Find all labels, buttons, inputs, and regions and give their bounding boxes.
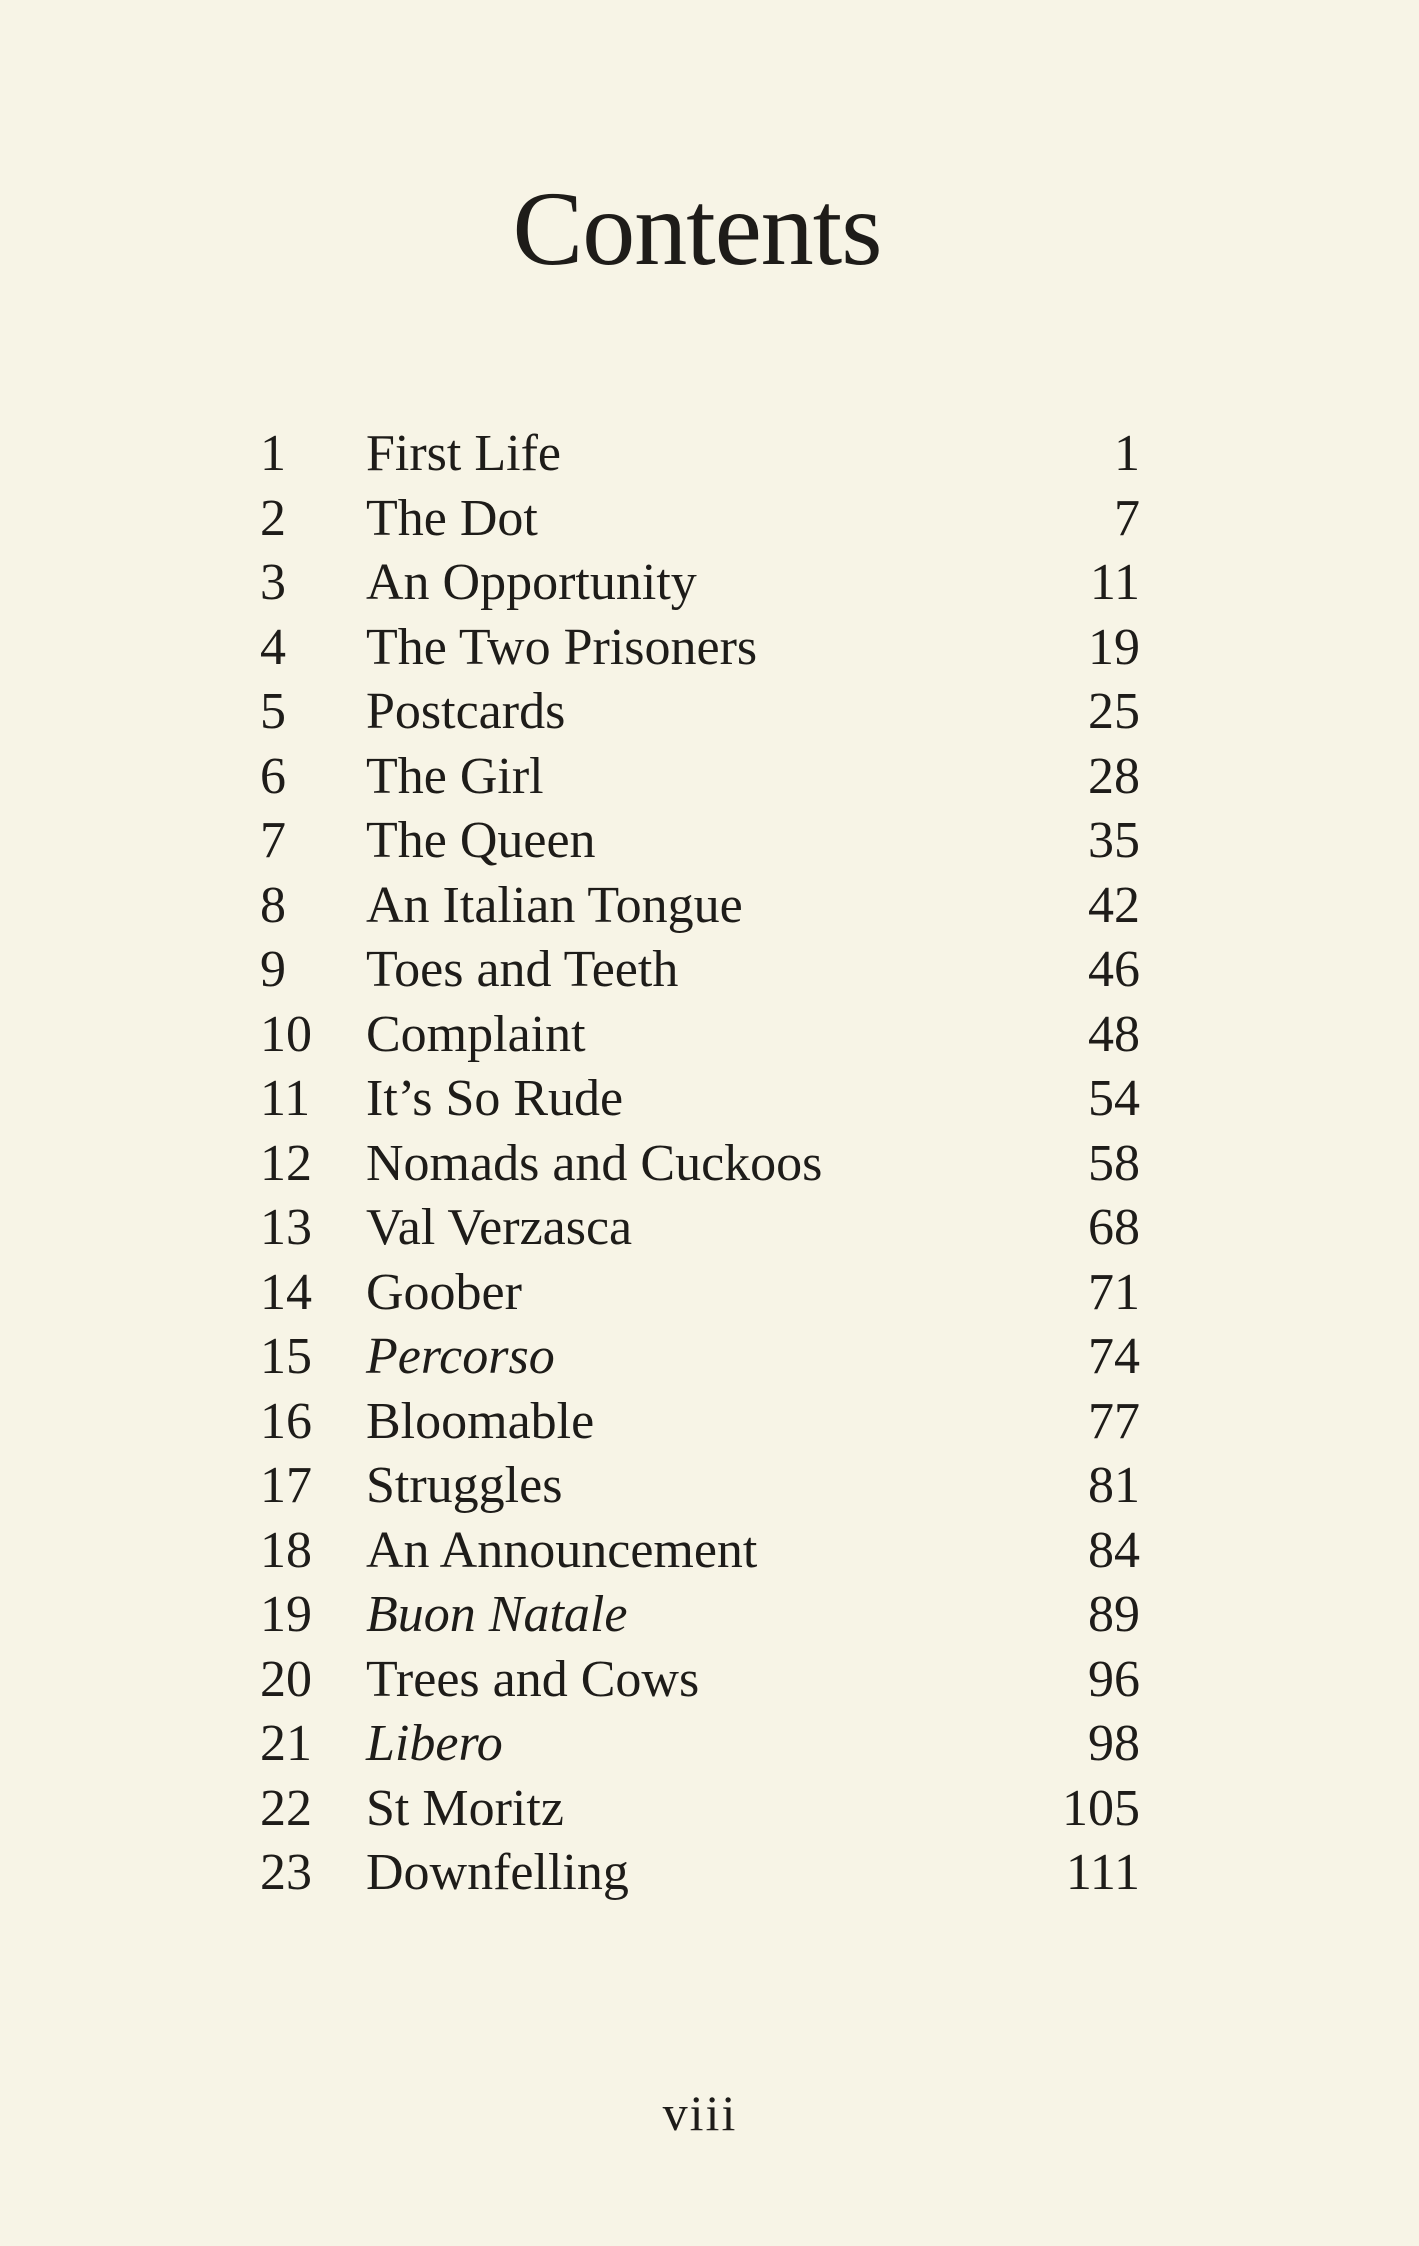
toc-entry bbox=[260, 1777, 1140, 1842]
toc-entry bbox=[260, 551, 1140, 616]
chapter-page-number: 89 bbox=[1088, 1586, 1140, 1643]
chapter-title: The Girl bbox=[366, 747, 544, 805]
chapter-page-number: 71 bbox=[1088, 1263, 1140, 1321]
toc-entry bbox=[260, 1132, 1140, 1197]
chapter-page-number: 35 bbox=[1088, 812, 1140, 869]
chapter-title: Bloomable bbox=[366, 1392, 595, 1450]
toc-entry bbox=[260, 1196, 1140, 1261]
toc-entry bbox=[260, 809, 1140, 874]
chapter-number: 1 bbox=[260, 425, 286, 482]
chapter-number: 4 bbox=[260, 618, 286, 676]
page-title: Contents bbox=[512, 170, 882, 287]
toc-entry bbox=[260, 1261, 1140, 1326]
toc-entry bbox=[260, 1003, 1140, 1068]
chapter-number: 16 bbox=[260, 1392, 312, 1450]
chapter-number: 11 bbox=[260, 1070, 311, 1127]
chapter-page-number: 25 bbox=[1088, 683, 1140, 740]
toc-entry bbox=[260, 1648, 1140, 1713]
chapter-page-number: 11 bbox=[1089, 554, 1140, 611]
toc-entry bbox=[260, 745, 1140, 810]
chapter-number: 8 bbox=[260, 876, 286, 934]
chapter-title: Postcards bbox=[366, 683, 566, 740]
toc-entry bbox=[260, 1390, 1140, 1455]
page-number: viii bbox=[662, 2085, 738, 2141]
chapter-page-number: 98 bbox=[1088, 1715, 1140, 1772]
chapter-page-number: 42 bbox=[1088, 876, 1140, 934]
toc-entry bbox=[260, 1519, 1140, 1584]
chapter-page-number: 58 bbox=[1088, 1134, 1140, 1192]
chapter-title: Buon Natale bbox=[366, 1586, 628, 1643]
chapter-number: 2 bbox=[260, 489, 286, 547]
toc-entry bbox=[260, 487, 1140, 552]
toc-entry bbox=[260, 1067, 1140, 1132]
toc-entry bbox=[260, 422, 1140, 487]
chapter-page-number: 28 bbox=[1088, 747, 1140, 805]
chapter-title: An Opportunity bbox=[366, 554, 697, 611]
toc-entry bbox=[260, 938, 1140, 1003]
chapter-title: Downfelling bbox=[366, 1844, 629, 1901]
toc-entry bbox=[260, 1841, 1140, 1906]
chapter-number: 15 bbox=[260, 1328, 312, 1385]
chapter-page-number: 68 bbox=[1088, 1199, 1140, 1256]
chapter-title: Goober bbox=[366, 1263, 522, 1321]
chapter-number: 20 bbox=[260, 1650, 312, 1708]
chapter-title: An Italian Tongue bbox=[366, 876, 743, 934]
chapter-page-number: 46 bbox=[1088, 941, 1140, 998]
chapter-number: 5 bbox=[260, 683, 286, 740]
chapter-page-number: 7 bbox=[1114, 489, 1140, 547]
chapter-number: 9 bbox=[260, 941, 286, 998]
chapter-number: 17 bbox=[260, 1457, 312, 1514]
chapter-page-number: 84 bbox=[1088, 1521, 1140, 1579]
chapter-page-number: 77 bbox=[1088, 1392, 1140, 1450]
chapter-title: First Life bbox=[366, 425, 561, 482]
chapter-page-number: 96 bbox=[1088, 1650, 1140, 1708]
chapter-page-number: 48 bbox=[1088, 1005, 1140, 1063]
chapter-number: 21 bbox=[260, 1715, 312, 1772]
chapter-number: 3 bbox=[260, 554, 286, 611]
chapter-title: Complaint bbox=[366, 1005, 586, 1063]
table-of-contents bbox=[260, 422, 1140, 1906]
chapter-number: 18 bbox=[260, 1521, 312, 1579]
chapter-title: St Moritz bbox=[366, 1779, 564, 1837]
chapter-number: 10 bbox=[260, 1005, 312, 1063]
chapter-page-number: 19 bbox=[1088, 618, 1140, 676]
chapter-number: 12 bbox=[260, 1134, 312, 1192]
chapter-title: Percorso bbox=[366, 1328, 555, 1385]
chapter-title: It’s So Rude bbox=[366, 1070, 624, 1127]
chapter-title: Libero bbox=[366, 1715, 503, 1772]
chapter-title: Val Verzasca bbox=[366, 1199, 633, 1256]
chapter-title: Toes and Teeth bbox=[366, 941, 679, 998]
chapter-number: 19 bbox=[260, 1586, 312, 1643]
chapter-number: 6 bbox=[260, 747, 286, 805]
toc-entry bbox=[260, 616, 1140, 681]
chapter-page-number: 105 bbox=[1062, 1779, 1140, 1837]
toc-entry bbox=[260, 1583, 1140, 1648]
toc-entry bbox=[260, 1454, 1140, 1519]
chapter-title: Trees and Cows bbox=[366, 1650, 700, 1708]
toc-entry bbox=[260, 1325, 1140, 1390]
chapter-title: The Two Prisoners bbox=[366, 618, 758, 676]
chapter-title: The Dot bbox=[366, 489, 538, 547]
chapter-number: 23 bbox=[260, 1844, 312, 1901]
chapter-title: Nomads and Cuckoos bbox=[366, 1134, 823, 1192]
chapter-page-number: 81 bbox=[1088, 1457, 1140, 1514]
toc-entry bbox=[260, 1712, 1140, 1777]
chapter-title: An Announcement bbox=[366, 1521, 758, 1579]
chapter-number: 7 bbox=[260, 812, 286, 869]
chapter-page-number: 1 bbox=[1114, 425, 1140, 482]
chapter-number: 13 bbox=[260, 1199, 312, 1256]
toc-entry bbox=[260, 874, 1140, 939]
chapter-title: The Queen bbox=[366, 812, 596, 869]
chapter-number: 14 bbox=[260, 1263, 312, 1321]
chapter-page-number: 111 bbox=[1065, 1844, 1140, 1901]
chapter-number: 22 bbox=[260, 1779, 312, 1837]
chapter-page-number: 54 bbox=[1088, 1070, 1140, 1127]
toc-entry bbox=[260, 680, 1140, 745]
chapter-title: Struggles bbox=[366, 1457, 563, 1514]
chapter-page-number: 74 bbox=[1088, 1328, 1140, 1385]
